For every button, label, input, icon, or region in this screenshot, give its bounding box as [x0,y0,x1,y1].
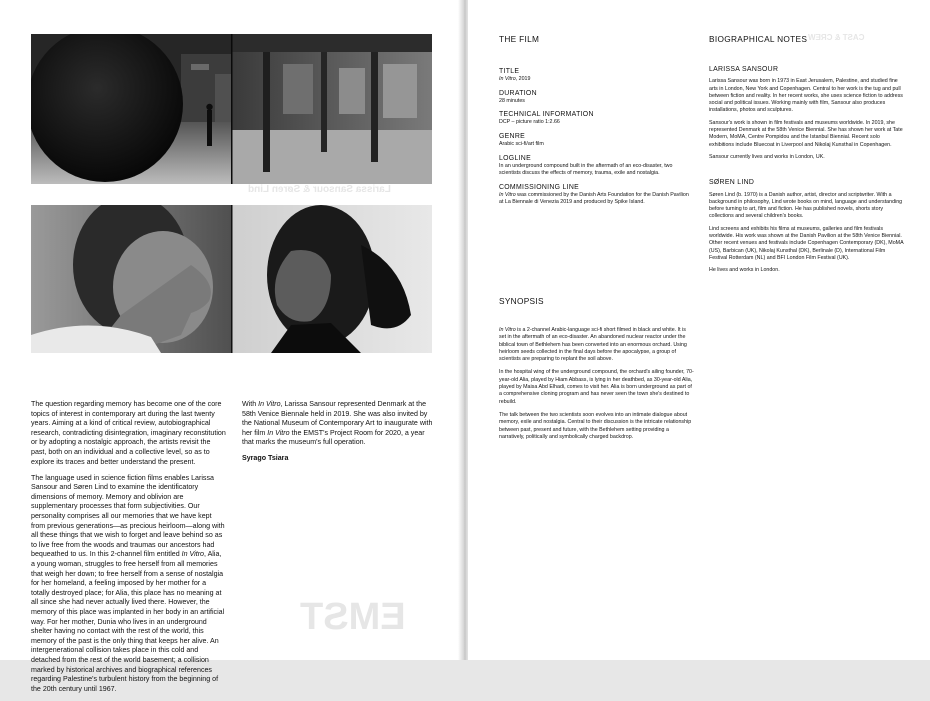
info-value-commissioning [499,192,689,206]
synopsis-heading: SYNOPSIS [499,296,544,306]
bleed-through-logo: EMST [300,596,406,638]
essay-paragraph-3 [242,400,434,448]
essay-paragraph-1: The question regarding memory has become one of the core topics of interest in contemporary art during the last twenty years. Aiming at a kind of critical review, autobiographical research, contradicting disintegration, imaginary reconstitution or by adopting a nostalgic approach, the artists revisit the past, both on an individual and a collective level, so as to explore its traces and better understand the present. [31,400,226,466]
bleed-through-text: Larissa Sansour & Søren Lind [248,184,391,195]
info-label-genre: GENRE [499,133,526,141]
essay-column-2 [242,400,434,471]
essay-column-1 [31,400,226,701]
essay-paragraph-3-text: the EMST's Project Room for 2020, a year that marks the museum's full operation. [242,428,425,447]
info-value-duration: 28 minutes [499,97,525,104]
info-value-logline: In an underground compound built in the aftermath of an eco-disaster, two scientists discuss the effects of memory, trauma, exile and nostalgia. [499,162,673,177]
essay-signature: Syrago Tsiara [242,454,289,463]
bio-larissa-paragraph-1: Larissa Sansour was born in 1973 in East Jerusalem, Palestine, and studied fine arts in London, New York and Copenhagen. Central to her work is the tug and pull between fiction and reality. In her recent works, she uses science fiction to address social and political issues. Working mainly with film, Sansour also produces installations, photos and sculptures. [709,78,903,114]
film-title-italic: In Vitro [499,327,516,333]
essay-paragraph-2-text: The language used in science fiction films enables Larissa Sansour and Søren Lind to examine the identificatory dimensions of memory. Memory and oblivion are supplementary processes that form subjectivities. Our personality comprises all our memories that we have kept from previous generations—as precious heirloom—along with all these things that we wish to forget and leave behind so as to live free from the woods and traumas our ancestors had bequeathed to us. In this 2-channel film entitled [31,473,225,559]
biographies [709,66,905,280]
essay-paragraph-2 [31,474,226,695]
right-page [468,0,930,660]
film-title-italic: In Vitro [267,428,290,437]
film-title-italic: In Vitro [181,550,205,559]
bio-soren-paragraph-1: Søren Lind (b. 1970) is a Danish author, artist, director and scriptwriter. With a background in philosophy, Lind wrote books on mind, language and understanding before turning to art, film and fiction. He has published novels, shorts story collections and several children's books. [709,191,903,220]
bleed-through-heading: CAST & CREW [808,33,865,42]
info-value-technical: DCP – picture ratio 1:2.66 [499,119,560,126]
film-title-italic: In Vitro [499,191,516,198]
film-still-bottom [31,205,432,353]
film-title-italic: In Vitro [258,400,281,408]
info-label-technical: TECHNICAL INFORMATION [499,111,594,119]
film-still-top [31,34,432,184]
info-value-genre: Arabic sci-fi/art film [499,141,544,148]
bio-larissa-paragraph-2: Sansour's work is shown in film festivals and museums worldwide. In 2019, she represented Denmark at the 58th Venice Biennial. She has shown her work at Tate Modern, MoMA, Centre Pompidou and the Istanbul Biennial. Recent solo exhibitions include Bluecoat in Liverpool and Nikolaj Kunsthal in Copenhagen. [709,119,903,148]
commissioning-text: was commissioned by the Danish Arts Foundation for the Danish Pavilion at La Biennale di Venezia 2019 and produced by Spike Island. [499,191,689,205]
bio-name-soren: SØREN LIND [709,179,755,187]
essay-paragraph-3-text: With [242,400,259,408]
essay-paragraph-2-continued: , Alia, a young woman, struggles to free herself from all memories that weigh her down; to free herself from a sense of nostalgia for her homeland, a feeling imposed by her mother for a totally destroyed place; for Alia, this place has no meaning at all since she had never actually lived there. However, the memory of this place was implanted in her body in an artificial way. For her mother, Dunia who lives in an underground shelter having no contact with the rest of the world, this memory of the past is the only thing that keeps her alive. An intergenerational collision takes place in this cold and detached from the rest of the world basement; a collision marked by historical archives and biographical references regarding Palestine's turbulent history from the beginning of the 20th century until 1967. [31,550,225,693]
film-still-bottom-image [31,205,432,353]
essay-paragraph-3-text: , Larissa Sansour represented Denmark at the 58th Venice Biennale held in 2019. She was also invited by the National Museum of Contemporary Art to inaugurate with her film [242,400,433,437]
info-value-title [499,76,689,83]
bio-soren-paragraph-2: Lind screens and exhibits his films at museums, galleries and film festivals worldwide. His work was shown at the Danish Pavilion at the 58th Venice Biennial. Other recent venues and festivals include Copenhagen Contemporary (DK), MoMA (US), Barbican (UK), Nikolaj Kunsthal (DK), Berlinale (D), International Film Festival Rotterdam (NL) and BFI London Film Festival (UK). [709,225,904,261]
synopsis-paragraph-1 [499,327,694,363]
info-label-logline: LOGLINE [499,154,531,162]
film-year: , 2019 [515,76,531,82]
info-label-title: TITLE [499,68,520,75]
synopsis-paragraph-3: The talk between the two scientists soon evolves into an intimate dialogue about memory, exile and nostalgia. Central to their discussion is the intricate relationship between past, present and future, with the Bethlehem setting providing a narratively, politically and symbolically charged backdrop. [499,411,692,440]
synopsis-paragraph-2: In the hospital wing of the underground compound, the orchard's ailing founder, 70-year-old Alia, played by Hiam Abbass, is lying in her deathbed, as 30-year-old Alia, played by Maisa Abd Elhadi, comes to visit her. Alia is born underground as part of a comprehensive cloning program and has never seen the town she's destined to rebuild. [499,369,694,405]
bio-soren-paragraph-3: He lives and works in London. [709,267,780,274]
info-label-commissioning: COMMISSIONING LINE [499,183,580,191]
film-heading: THE FILM [499,34,540,44]
synopsis-body [499,327,694,447]
bio-heading: BIOGRAPHICAL NOTES [709,34,808,44]
bio-name-larissa: LARISSA SANSOUR [709,66,779,73]
bio-larissa-paragraph-3: Sansour currently lives and works in London, UK. [709,153,825,160]
film-info-list [499,68,689,213]
film-title-italic: In Vitro [499,76,516,82]
info-label-duration: DURATION [499,89,537,97]
left-page [0,0,462,693]
film-still-top-image [31,34,432,184]
synopsis-paragraph-1-text: is a 2-channel Arabic-language sci-fi short filmed in black and white. It is set in the aftermath of an eco-disaster. An abandoned nuclear reactor under the biblical town of Bethlehem has been converted into an enormous orchard. Using heirloom seeds collected in the final days before the apocalypse, a group of scientists are preparing to replant the soil above. [499,327,687,363]
